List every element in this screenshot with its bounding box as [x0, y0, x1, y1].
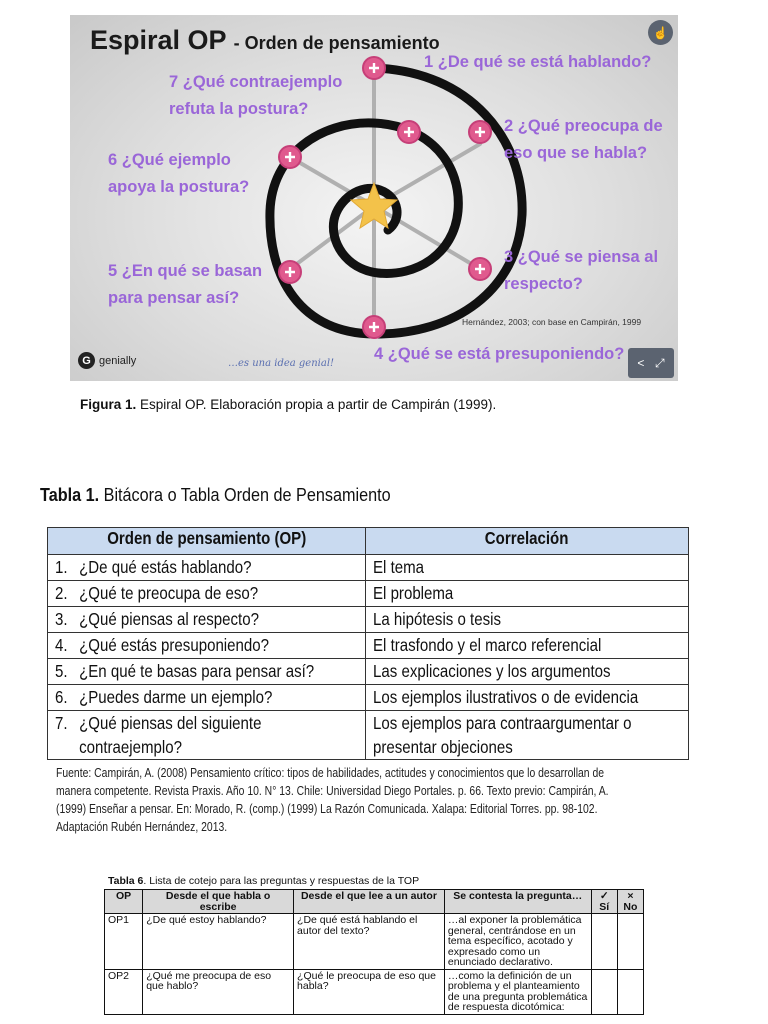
question-7: 7 ¿Qué contraejemplo refuta la postura? [169, 73, 343, 118]
plus-circle-icon [469, 121, 491, 143]
question-5: 5 ¿En qué se basan para pensar así? [108, 262, 263, 307]
table6-header-no: × No [617, 890, 643, 914]
table1-header-row [48, 528, 689, 555]
table-row: 6. ¿Puedes darme un ejemplo? Los ejemplos ilustrativos o de evidencia [48, 685, 689, 711]
figure-caption: Figura 1. Espiral OP. Elaboración propia a partir de Campirán (1999). [80, 397, 497, 412]
checkbox-yes[interactable] [591, 914, 617, 970]
table-row: 7. ¿Qué piensas del siguiente contraejemplo? Los ejemplos para contraargumentar o presentar objeciones [48, 711, 689, 760]
brand-slogan: …es una idea genial! [228, 358, 335, 369]
plus-circle-icon [398, 121, 420, 143]
table-row: 3. ¿Qué piensas al respecto? La hipótesis o tesis [48, 607, 689, 633]
brand-label: genially [99, 354, 137, 367]
question-3: 3 ¿Qué se piensa al respecto? [504, 248, 659, 293]
table-row: 5. ¿En qué te basas para pensar así? Las explicaciones y los argumentos [48, 659, 689, 685]
hand-pointer-icon[interactable]: ☝ [648, 20, 673, 45]
table6 [104, 889, 644, 1015]
expand-icon[interactable]: ⤢ [655, 355, 665, 370]
figure-credit: Hernández, 2003; con base en Campirán, 1999 [462, 317, 642, 327]
checkbox-no[interactable] [617, 914, 643, 970]
table6-header-yes: ✓ Sí [591, 890, 617, 914]
table-row: OP1 ¿De qué estoy hablando? ¿De qué está hablando el autor del texto? …al exponer la problemática general, centrándose en un tema específico, acotado y expresado como un enunciado declarativo. [105, 914, 644, 970]
question-2: 2 ¿Qué preocupa de eso que se habla? [504, 117, 663, 162]
table6-header-reader: Desde el que lee a un autor [294, 890, 445, 914]
table1 [47, 527, 689, 760]
plus-circle-icon [469, 258, 491, 280]
table6-title: Tabla 6. Lista de cotejo para las preguntas y respuestas de la TOP [108, 875, 420, 887]
table-row: 1. ¿De qué estás hablando? El tema [48, 555, 689, 581]
table-row: 4. ¿Qué estás presuponiendo? El trasfondo y el marco referencial [48, 633, 689, 659]
table1-header-op: Orden de pensamiento (OP) [48, 528, 366, 555]
share-icon[interactable]: < [637, 356, 645, 370]
question-4: 4 ¿Qué se está presuponiendo? [374, 345, 625, 363]
table6-header-answer: Se contesta la pregunta… [444, 890, 591, 914]
table1-title: Tabla 1. Bitácora o Tabla Orden de Pensamiento [40, 485, 391, 505]
table6-header-row [105, 890, 644, 914]
table1-header-correlation: Correlación [365, 528, 688, 555]
spiral-figure [70, 15, 678, 381]
question-1: 1 ¿De qué se está hablando? [424, 53, 652, 71]
genially-brand[interactable] [78, 352, 136, 369]
genially-logo-icon: G [78, 352, 95, 369]
table-row: 2. ¿Qué te preocupa de eso? El problema [48, 581, 689, 607]
table1-source: Fuente: Campirán, A. (2008) Pensamiento crítico: tipos de habilidades, actitudes y conocimientos que lo desarrollan de manera competente. Revista Praxis. Año 10. N° 13. Chile: Universidad Diego Portales. p. 66. Texto previo: Campirán, A. (1999) Enseñar a pensar. En: Morado, R. (comp.) (1999) La Razón Comunicada. Xalapa: Editorial Torres. pp. 98-102. Adaptación Rubén Hernández, 2013. [56, 765, 609, 834]
checkbox-yes[interactable] [591, 969, 617, 1014]
figure-title: Espiral OP - Orden de pensamiento [90, 25, 440, 55]
share-expand-controls[interactable] [628, 348, 674, 378]
plus-circle-icon [279, 146, 301, 168]
table6-header-speaker: Desde el que habla o escribe [143, 890, 294, 914]
plus-circle-icon [363, 316, 385, 338]
checkbox-no[interactable] [617, 969, 643, 1014]
question-6: 6 ¿Qué ejemplo apoya la postura? [108, 151, 250, 196]
table-row: OP2 ¿Qué me preocupa de eso que hablo? ¿Qué le preocupa de eso que habla? …como la definición de un problema y el planteamiento de una pregunta problemática de respuesta dicotómica: [105, 969, 644, 1014]
table6-header-op: OP [105, 890, 143, 914]
